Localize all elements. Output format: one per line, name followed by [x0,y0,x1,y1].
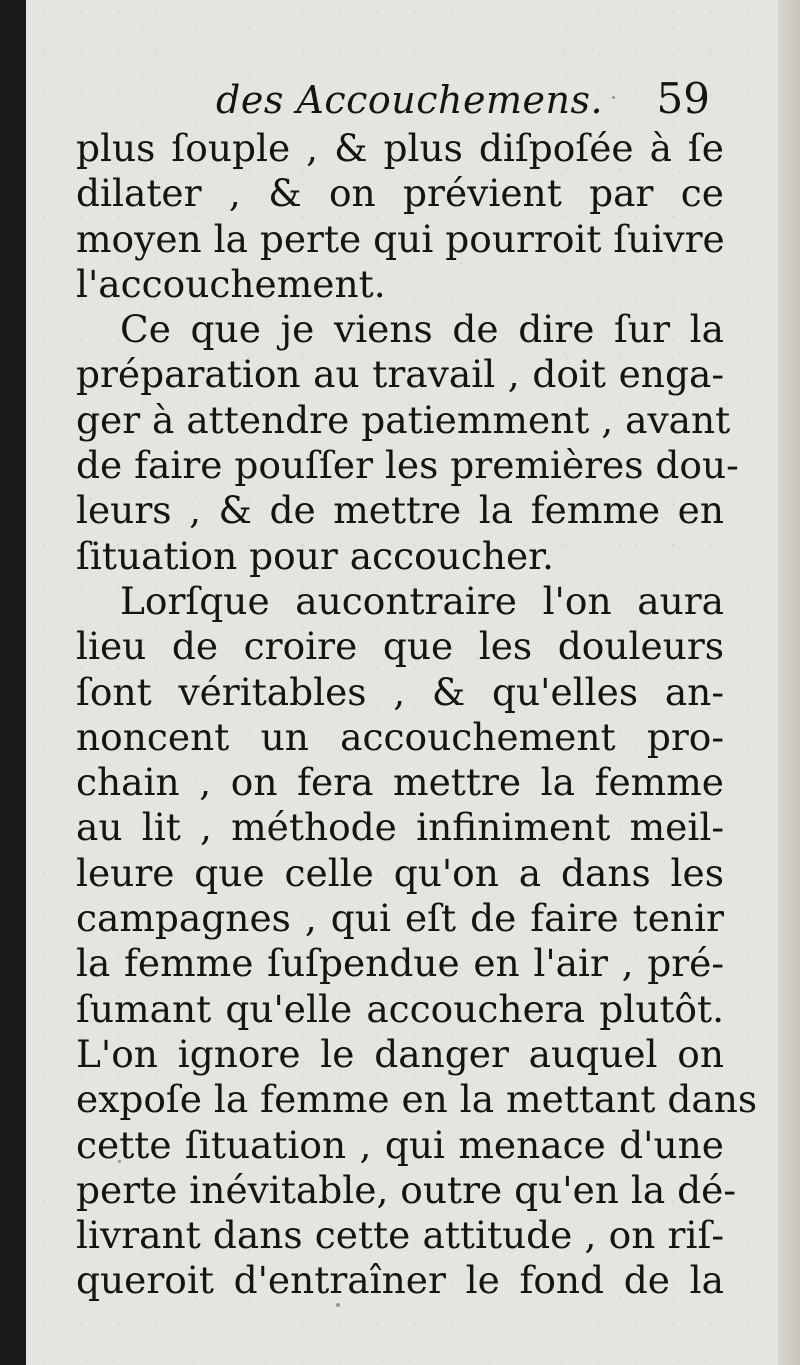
text-line: ſumant qu'elle accouchera plutôt. [76,986,724,1031]
text-line: la femme ſuſpendue en l'air , pré- [76,941,724,986]
text-line: expoſe la femme en la mettant dans [76,1077,758,1122]
paragraph-first-line: Ce que je viens de dire ſur la [120,307,724,352]
text-line: dilater , & on prévient par ce [76,171,724,216]
text-line: L'on ignore le danger auquel on [76,1031,724,1076]
text-line: ſituation pour accoucher. [76,533,554,578]
text-line: préparation au travail , doit enga- [76,352,724,397]
text-line: cette ſituation , qui menace d'une [76,1122,724,1167]
text-line: l'accouchement. [76,261,386,306]
page-right-edge [778,0,800,1365]
ink-speck [118,1160,121,1163]
text-line: ſont véritables , & qu'elles an- [76,669,724,714]
ink-speck [336,1303,340,1307]
text-line: queroit d'entraîner le fond de la [76,1258,724,1303]
text-line: de faire pouſſer les premières dou- [76,443,739,488]
paragraph-first-line: Lorſque aucontraire l'on aura [120,578,724,623]
text-line: chain , on fera mettre la femme [76,760,724,805]
text-line: leurs , & de mettre la femme en [76,488,724,533]
text-line: lieu de croire que les douleurs [76,624,724,669]
page-number: 59 [656,74,710,123]
running-head-title: des Accouchemens. [216,78,604,122]
text-line: moyen la perte qui pourroit ſuivre [76,216,725,261]
text-line: noncent un accouchement pro- [76,714,724,759]
text-line: ger à attendre patiemment , avant [76,397,731,442]
ink-speck [612,96,615,99]
text-line: perte inévitable, outre qu'en la dé- [76,1167,736,1212]
text-line: au lit , méthode infiniment meil- [76,805,724,850]
text-line: campagnes , qui eſt de faire tenir [76,896,724,941]
running-head [76,70,724,126]
text-line: plus ſouple , & plus diſpoſée à ſe [76,126,724,170]
text-line: leure que celle qu'on a dans les [76,850,724,895]
page-left-edge [0,0,26,1365]
page-text-block [76,70,758,1304]
text-line: livrant dans cette attitude , on riſ- [76,1213,724,1258]
